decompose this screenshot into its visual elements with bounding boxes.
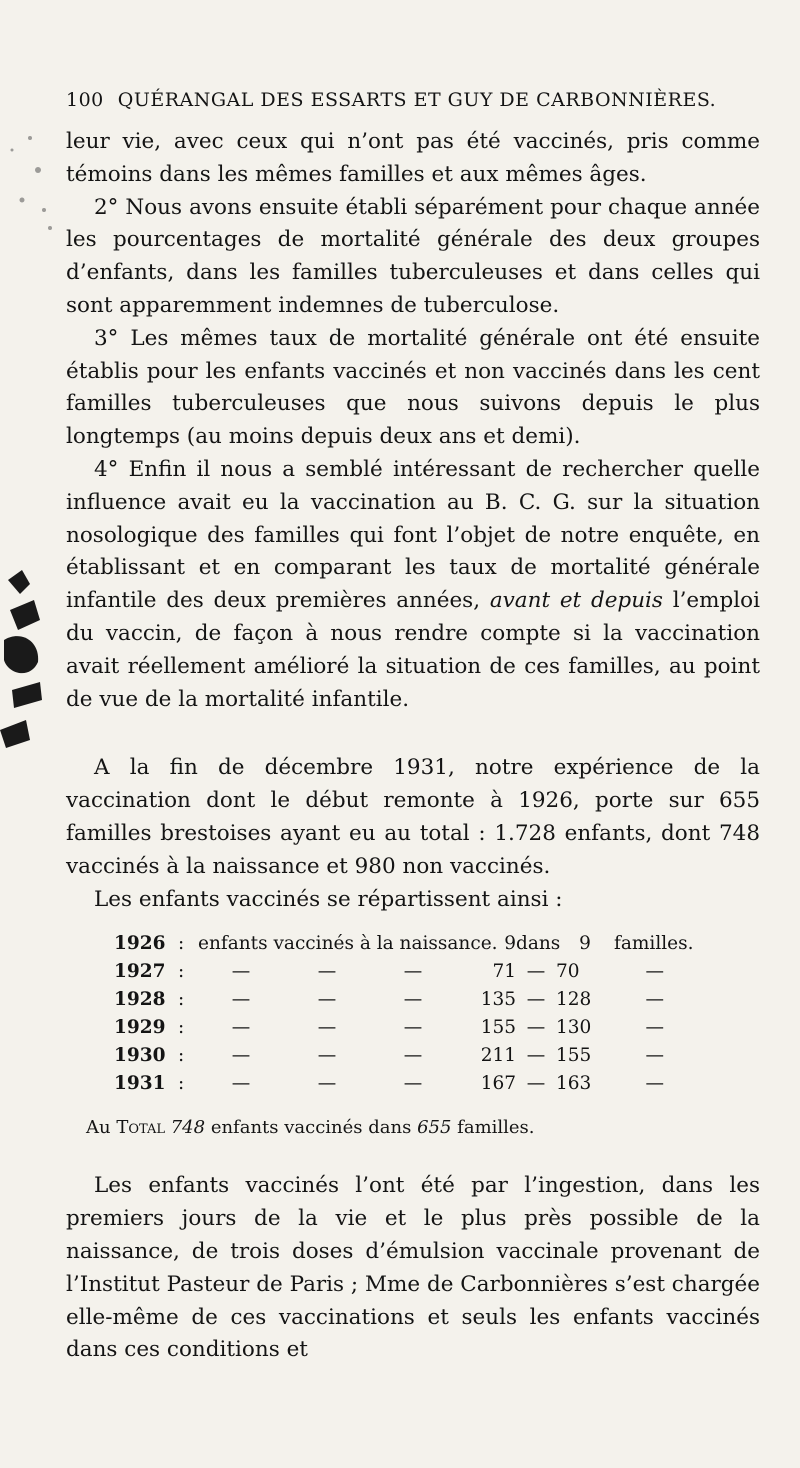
- table-children-count: 9: [504, 933, 516, 955]
- table-row: 1931 : — — — 167 — 163 —: [114, 1070, 760, 1098]
- paragraph-point-2: 2° Nous avons ensuite établi séparément pour chaque année les pourcentages de mortalité générale des deux groupes d’enfants, dans les familles tuberculeuses et dans celles qui sont apparemment indemnes de tuberculose.: [66, 194, 760, 318]
- paragraph-distribution-intro: Les enfants vaccinés se répartissent ainsi :: [94, 886, 563, 912]
- running-header: [66, 86, 760, 114]
- paragraph-vaccination-method: Les enfants vaccinés l’ont été par l’ingestion, dans les premiers jours de la vie et le plus près possible de la naissance, de trois doses d’émulsion vaccinale provenant de l’Institut Pasteur de Paris ; Mme de Carbonnières s’est chargée elle-même de ces vaccinations et seuls les enfants vaccinés dans ces conditions et: [66, 1173, 760, 1363]
- running-title: QUÉRANGAL DES ESSARTS ET GUY DE CARBONNIÈRES.: [117, 89, 717, 111]
- table-row: 1926 : enfants vaccinés à la naissance. 9 dans 9 familles.: [114, 930, 760, 958]
- vaccination-table: [114, 930, 760, 1098]
- total-families: 655: [417, 1117, 452, 1139]
- table-children-count: 135: [480, 989, 516, 1011]
- table-family-count: 128: [556, 989, 592, 1011]
- table-family-count: 9: [579, 933, 591, 955]
- table-family-count: 155: [556, 1045, 592, 1067]
- table-row: 1927 : — — — 71 — 70 —: [114, 958, 760, 986]
- table-row: 1928 : — — — 135 — 128 —: [114, 986, 760, 1014]
- table-year: 1928: [114, 989, 166, 1011]
- page-number: 100: [66, 89, 104, 111]
- point-4-text-b: l’emploi du vaccin, de façon à nous rendre compte si la vaccination avait réellement amélioré la situation de ces familles, au point de vue de la mortalité infantile.: [66, 588, 760, 712]
- table-children-count: 211: [480, 1045, 516, 1067]
- paragraph-continuation: leur vie, avec ceux qui n’ont pas été vaccinés, pris comme témoins dans les mêmes familles et aux mêmes âges.: [66, 129, 760, 187]
- table-children-count: 71: [492, 961, 516, 983]
- table-row: 1930 : — — — 211 — 155 —: [114, 1042, 760, 1070]
- table-family-count: 163: [556, 1073, 592, 1095]
- table-row: 1929 : — — — 155 — 130 —: [114, 1014, 760, 1042]
- page-body: [66, 86, 760, 1367]
- paragraph-experience-summary: A la fin de décembre 1931, notre expérience de la vaccination dont le début remonte à 1926, porte sur 655 familles brestoises ayant eu au total : 1.728 enfants, dont 748 vaccinés à la naissance et 980 non vaccinés.: [66, 755, 760, 879]
- table-children-count: 155: [480, 1017, 516, 1039]
- paragraph-point-3: 3° Les mêmes taux de mortalité générale ont été ensuite établis pour les enfants vaccinés et non vaccinés dans les cent familles tuberculeuses que nous suivons depuis le plus longtemps (au moins depuis deux ans et demi).: [66, 325, 760, 450]
- table-year: 1931: [114, 1073, 166, 1095]
- point-4-text-a: 4° Enfin il nous a semblé intéressant de rechercher quelle influence avait eu la vaccination au B. C. G. sur la situation nosologique des familles qui font l’objet de notre enquête, en établissant et en comparant les taux de mortalité générale infantile des deux premières années,: [66, 456, 760, 614]
- table-year: 1927: [114, 961, 166, 983]
- table-year: 1926: [114, 933, 166, 955]
- table-year: 1930: [114, 1045, 166, 1067]
- table-description: enfants vaccinés à la naissance.: [198, 933, 498, 955]
- library-stamp-fragment: [0, 570, 50, 760]
- point-4-italic: avant et depuis: [489, 588, 663, 614]
- paragraph-point-4: [66, 454, 760, 716]
- table-family-count: 70: [556, 961, 580, 983]
- margin-smudge: [0, 110, 64, 240]
- table-families-label: familles.: [614, 933, 694, 955]
- table-year: 1929: [114, 1017, 166, 1039]
- table-family-count: 130: [556, 1017, 592, 1039]
- table-children-count: 167: [480, 1073, 516, 1095]
- table-dans: dans: [516, 933, 561, 955]
- table-total: Au Total 748 enfants vaccinés dans 655 familles.: [86, 1117, 535, 1139]
- total-children: 748: [170, 1117, 206, 1139]
